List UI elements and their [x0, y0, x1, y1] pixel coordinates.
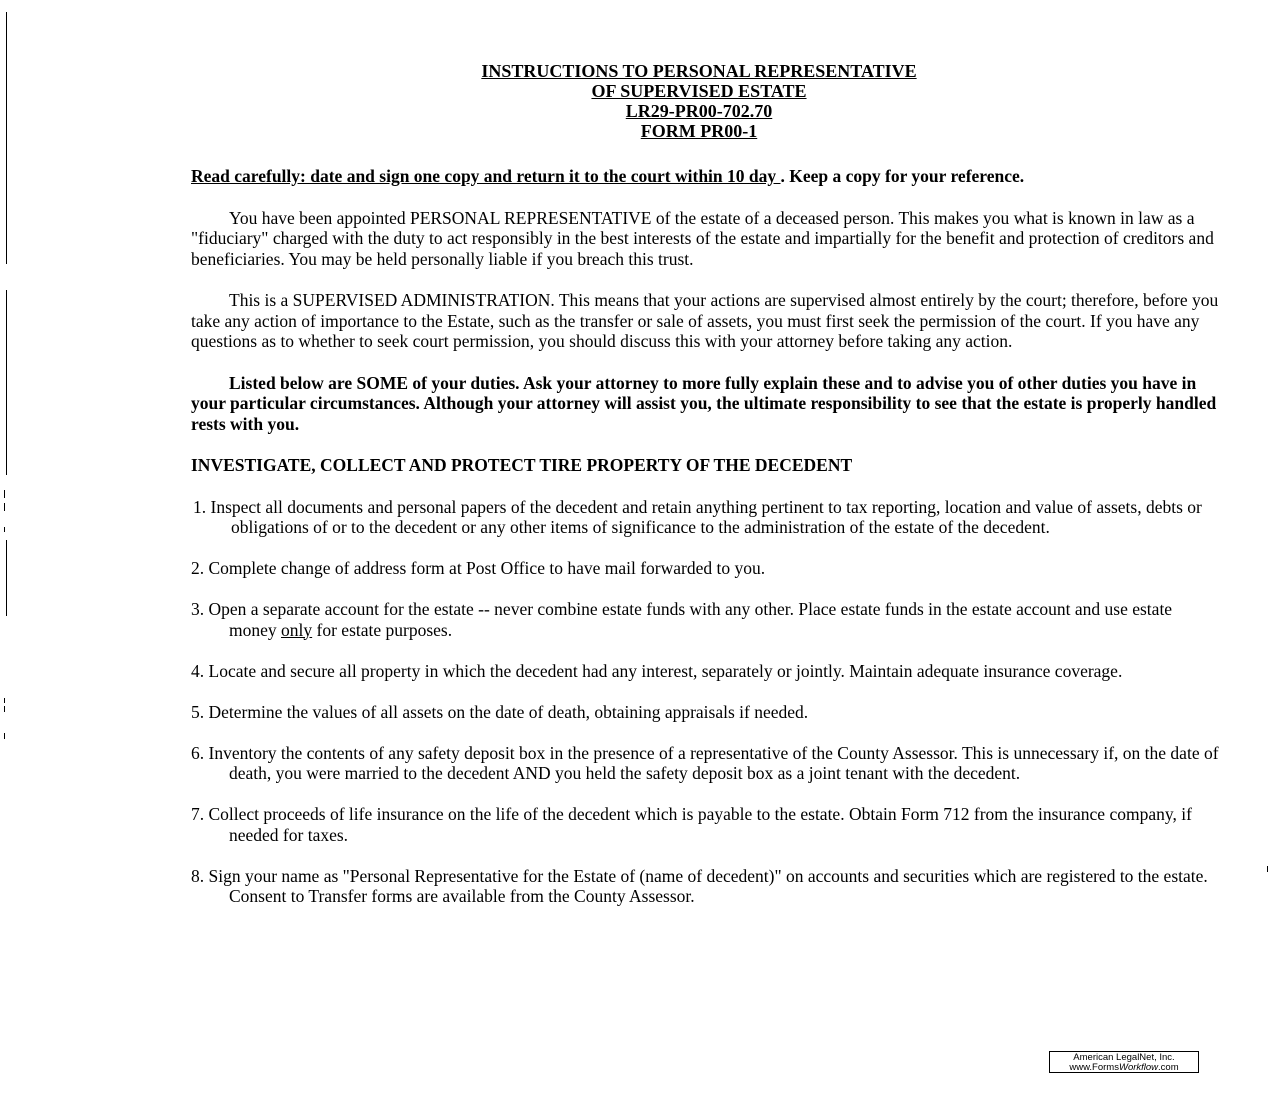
list-item: 7. Collect proceeds of life insurance on the life of the decedent which is payable to the estate. Obtain Form 712 from the insurance company, if needed for taxes.	[191, 804, 1192, 845]
list-item: 1. Inspect all documents and personal papers of the decedent and retain anything pertinent to tax reporting, location and value of assets, debts or obligations of or to the decedent or any other items of significance to the administration of the estate of the decedent.	[193, 496, 1202, 537]
list-item: 2. Complete change of address form at Post Office to have mail forwarded to you.	[191, 558, 766, 578]
list-item: 8. Sign your name as "Personal Representative for the Estate of (name of decedent)" on accounts and securities which are registered to the estate. Consent to Transfer forms are available from the County Assessor.	[191, 865, 1208, 906]
intro-underlined: Read carefully: date and sign one copy and return it to the court within 10 day	[191, 166, 781, 186]
duties-paragraph: Listed below are SOME of your duties. Ask your attorney to more fully explain these and to advise you of other duties you have in your particular circumstances. Although your attorney will assist you, the ultimate responsibility to see that the estate is properly handled rests with you.	[191, 372, 1217, 434]
title-line-1: INSTRUCTIONS TO PERSONAL REPRESENTATIVE	[481, 61, 917, 81]
emphasis-only: only	[281, 619, 313, 640]
badge-line-1: American LegalNet, Inc.	[1073, 1052, 1175, 1063]
right-margin-tick	[1267, 866, 1268, 872]
intro-instruction	[191, 166, 1221, 187]
supervised-paragraph: This is a SUPERVISED ADMINISTRATION. This means that your actions are supervised almost entirely by the court; therefore, before you take any action of importance to the Estate, such as the transfer or sale of assets, you must first seek the permission of the court. If you have any questions as to whether to seek court permission, you should discuss this with your attorney before taking any action.	[191, 290, 1219, 351]
intro-rest: . Keep a copy for your reference.	[780, 166, 1025, 186]
title-line-4: FORM PR00-1	[640, 121, 758, 141]
margin-tick	[4, 733, 5, 739]
document-body	[191, 166, 1221, 927]
title-line-3: LR29-PR00-702.70	[625, 101, 773, 121]
list-item: 5. Determine the values of all assets on the date of death, obtaining appraisals if needed.	[191, 701, 809, 722]
section-heading: INVESTIGATE, COLLECT AND PROTECT TIRE PROPERTY OF THE DECEDENT	[191, 455, 853, 475]
fiduciary-paragraph: You have been appointed PERSONAL REPRESENTATIVE of the estate of a deceased person. This makes you what is known in law as a "fiduciary" charged with the duty to act responsibly in the best interests of the estate and impartially for the benefit and protection of creditors and beneficiaries. You may be held personally liable if you breach this trust.	[191, 207, 1214, 269]
left-margin-line-middle	[6, 290, 7, 475]
list-item: 6. Inventory the contents of any safety deposit box in the presence of a representative of the County Assessor. This is unnecessary if, on the date of death, you were married to the decedent AND you held the safety deposit box as a joint tenant with the decedent.	[191, 742, 1219, 783]
margin-tick	[4, 706, 5, 712]
list-item: 4. Locate and secure all property in which the decedent had any interest, separately or jointly. Maintain adequate insurance coverage.	[191, 660, 1123, 681]
margin-tick	[4, 698, 5, 703]
badge-line-2: www.FormsWorkflow.com	[1069, 1062, 1179, 1073]
title-line-2: OF SUPERVISED ESTATE	[591, 81, 807, 101]
left-margin-line-lower	[6, 540, 7, 616]
list-item: 3. Open a separate account for the estate -- never combine estate funds with any other. Place estate funds in the estate account and use estate money only for estate purposes.	[191, 599, 1173, 640]
left-margin-line-top	[6, 12, 7, 264]
margin-tick	[4, 490, 5, 498]
margin-tick	[4, 527, 5, 532]
margin-tick	[4, 503, 5, 511]
document-title	[192, 61, 1206, 141]
footer-publisher-badge	[1049, 1051, 1199, 1073]
